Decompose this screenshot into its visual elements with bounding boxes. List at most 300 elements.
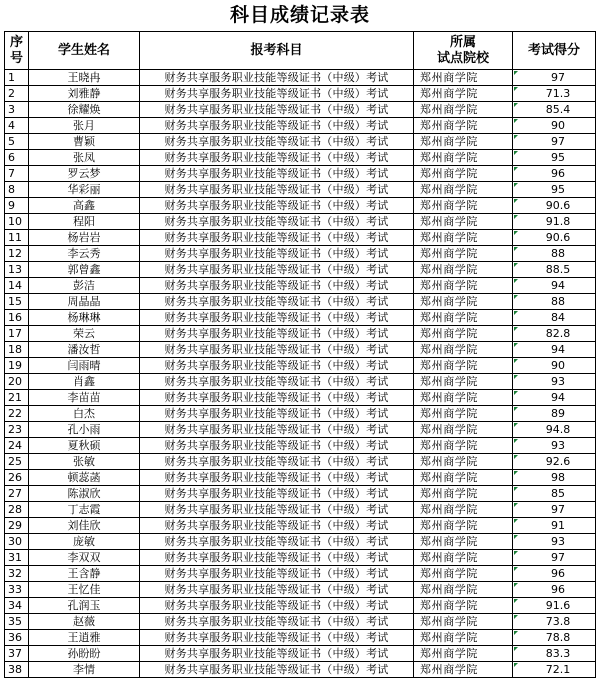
cell-seq[interactable]: 21 [5,390,29,406]
table-row [5,646,596,662]
score-value: 98 [551,471,565,484]
cell-school[interactable]: 郑州商学院 [414,150,513,166]
cell-subject[interactable]: 财务共享服务职业技能等级证书（中级）考试 [140,246,414,262]
cell-subject[interactable]: 财务共享服务职业技能等级证书（中级）考试 [140,198,414,214]
number-as-text-indicator-icon [514,455,518,459]
cell-score[interactable] [513,534,596,550]
cell-student-name[interactable]: 肖鑫 [29,374,140,390]
cell-seq[interactable]: 31 [5,550,29,566]
header-seq-line1: 序 [9,34,23,50]
cell-student-name[interactable]: 王晓冉 [29,70,140,86]
cell-student-name[interactable]: 刘佳欣 [29,518,140,534]
score-value: 78.8 [545,631,571,644]
cell-student-name[interactable]: 张月 [29,118,140,134]
cell-subject[interactable]: 财务共享服务职业技能等级证书（中级）考试 [140,630,414,646]
cell-student-name[interactable]: 罗云梦 [29,166,140,182]
number-as-text-indicator-icon [514,583,518,587]
cell-score[interactable] [513,70,596,86]
score-value: 95 [551,183,565,196]
table-row [5,502,596,518]
cell-student-name[interactable]: 白杰 [29,406,140,422]
cell-score[interactable] [513,358,596,374]
cell-seq[interactable]: 1 [5,70,29,86]
cell-score[interactable] [513,102,596,118]
cell-student-name[interactable]: 李情 [29,662,140,678]
cell-subject[interactable]: 财务共享服务职业技能等级证书（中级）考试 [140,406,414,422]
table-row [5,86,596,102]
cell-subject[interactable]: 财务共享服务职业技能等级证书（中级）考试 [140,646,414,662]
number-as-text-indicator-icon [514,279,518,283]
cell-student-name[interactable]: 李苗苗 [29,390,140,406]
cell-subject[interactable]: 财务共享服务职业技能等级证书（中级）考试 [140,390,414,406]
table-row [5,566,596,582]
cell-subject[interactable]: 财务共享服务职业技能等级证书（中级）考试 [140,310,414,326]
score-value: 83.3 [545,647,571,660]
cell-school[interactable]: 郑州商学院 [414,566,513,582]
table-row [5,230,596,246]
table-row [5,166,596,182]
cell-subject[interactable]: 财务共享服务职业技能等级证书（中级）考试 [140,486,414,502]
cell-subject[interactable]: 财务共享服务职业技能等级证书（中级）考试 [140,518,414,534]
cell-score[interactable] [513,502,596,518]
cell-school[interactable]: 郑州商学院 [414,342,513,358]
table-row [5,534,596,550]
cell-school[interactable]: 郑州商学院 [414,246,513,262]
cell-school[interactable]: 郑州商学院 [414,518,513,534]
cell-school[interactable]: 郑州商学院 [414,278,513,294]
cell-score[interactable] [513,166,596,182]
number-as-text-indicator-icon [514,503,518,507]
cell-school[interactable]: 郑州商学院 [414,326,513,342]
cell-subject[interactable]: 财务共享服务职业技能等级证书（中级）考试 [140,582,414,598]
cell-score[interactable] [513,614,596,630]
number-as-text-indicator-icon [514,71,518,75]
cell-school[interactable]: 郑州商学院 [414,390,513,406]
number-as-text-indicator-icon [514,183,518,187]
cell-seq[interactable]: 30 [5,534,29,550]
cell-score[interactable] [513,486,596,502]
cell-seq[interactable]: 36 [5,630,29,646]
cell-subject[interactable]: 财务共享服务职业技能等级证书（中级）考试 [140,358,414,374]
cell-seq[interactable]: 13 [5,262,29,278]
cell-score[interactable] [513,566,596,582]
cell-student-name[interactable]: 徐耀焕 [29,102,140,118]
cell-school[interactable]: 郑州商学院 [414,422,513,438]
cell-student-name[interactable]: 闫雨晴 [29,358,140,374]
table-row [5,518,596,534]
number-as-text-indicator-icon [514,199,518,203]
table-row [5,486,596,502]
cell-school[interactable]: 郑州商学院 [414,662,513,678]
cell-seq[interactable]: 38 [5,662,29,678]
table-row [5,454,596,470]
number-as-text-indicator-icon [514,375,518,379]
number-as-text-indicator-icon [514,295,518,299]
score-value: 72.1 [545,663,571,676]
cell-student-name[interactable]: 王逍雅 [29,630,140,646]
table-row [5,630,596,646]
cell-subject[interactable]: 财务共享服务职业技能等级证书（中级）考试 [140,502,414,518]
cell-seq[interactable]: 26 [5,470,29,486]
cell-score[interactable] [513,438,596,454]
cell-subject[interactable]: 财务共享服务职业技能等级证书（中级）考试 [140,534,414,550]
score-value: 95 [551,151,565,164]
number-as-text-indicator-icon [514,423,518,427]
number-as-text-indicator-icon [514,167,518,171]
cell-student-name[interactable]: 王含静 [29,566,140,582]
score-value: 88.5 [545,263,571,276]
score-value: 93 [551,439,565,452]
number-as-text-indicator-icon [514,487,518,491]
cell-seq[interactable]: 8 [5,182,29,198]
number-as-text-indicator-icon [514,407,518,411]
table-row [5,182,596,198]
number-as-text-indicator-icon [514,343,518,347]
cell-subject[interactable]: 财务共享服务职业技能等级证书（中级）考试 [140,150,414,166]
table-row [5,70,596,86]
cell-seq[interactable]: 25 [5,454,29,470]
cell-score[interactable] [513,182,596,198]
cell-seq[interactable]: 20 [5,374,29,390]
cell-school[interactable]: 郑州商学院 [414,550,513,566]
cell-school[interactable]: 郑州商学院 [414,486,513,502]
number-as-text-indicator-icon [514,519,518,523]
cell-seq[interactable]: 10 [5,214,29,230]
table-row [5,438,596,454]
score-value: 90.6 [545,199,571,212]
cell-school[interactable]: 郑州商学院 [414,118,513,134]
score-value: 97 [551,71,565,84]
cell-subject[interactable]: 财务共享服务职业技能等级证书（中级）考试 [140,550,414,566]
cell-subject[interactable]: 财务共享服务职业技能等级证书（中级）考试 [140,278,414,294]
cell-score[interactable] [513,518,596,534]
cell-student-name[interactable]: 荣云 [29,326,140,342]
cell-seq[interactable]: 6 [5,150,29,166]
score-value: 91 [551,519,565,532]
cell-score[interactable] [513,198,596,214]
cell-seq[interactable]: 35 [5,614,29,630]
cell-subject[interactable]: 财务共享服务职业技能等级证书（中级）考试 [140,422,414,438]
score-value: 91.8 [545,215,571,228]
cell-score[interactable] [513,262,596,278]
score-value: 89 [551,407,565,420]
cell-school[interactable]: 郑州商学院 [414,310,513,326]
cell-score[interactable] [513,550,596,566]
cell-score[interactable] [513,118,596,134]
cell-score[interactable] [513,598,596,614]
cell-school[interactable]: 郑州商学院 [414,182,513,198]
cell-seq[interactable]: 19 [5,358,29,374]
table-row [5,470,596,486]
score-value: 97 [551,503,565,516]
cell-subject[interactable]: 财务共享服务职业技能等级证书（中级）考试 [140,614,414,630]
cell-subject[interactable]: 财务共享服务职业技能等级证书（中级）考试 [140,342,414,358]
cell-score[interactable] [513,278,596,294]
number-as-text-indicator-icon [514,471,518,475]
cell-seq[interactable]: 22 [5,406,29,422]
header-name: 学生姓名 [29,32,140,70]
cell-student-name[interactable]: 张敏 [29,454,140,470]
number-as-text-indicator-icon [514,103,518,107]
cell-subject[interactable]: 财务共享服务职业技能等级证书（中级）考试 [140,166,414,182]
cell-subject[interactable]: 财务共享服务职业技能等级证书（中级）考试 [140,182,414,198]
cell-subject[interactable]: 财务共享服务职业技能等级证书（中级）考试 [140,294,414,310]
table-row [5,134,596,150]
number-as-text-indicator-icon [514,567,518,571]
score-value: 90 [551,359,565,372]
table-row [5,326,596,342]
cell-seq[interactable]: 2 [5,86,29,102]
cell-school[interactable]: 郑州商学院 [414,374,513,390]
cell-student-name[interactable]: 高鑫 [29,198,140,214]
score-value: 90.6 [545,231,571,244]
cell-score[interactable] [513,406,596,422]
sheet-title: 科目成绩记录表 [229,4,370,26]
cell-seq[interactable]: 12 [5,246,29,262]
cell-school[interactable]: 郑州商学院 [414,598,513,614]
cell-score[interactable] [513,294,596,310]
cell-student-name[interactable]: 丁志霞 [29,502,140,518]
cell-score[interactable] [513,454,596,470]
cell-seq[interactable]: 11 [5,230,29,246]
cell-score[interactable] [513,422,596,438]
cell-school[interactable]: 郑州商学院 [414,294,513,310]
cell-school[interactable]: 郑州商学院 [414,534,513,550]
cell-subject[interactable]: 财务共享服务职业技能等级证书（中级）考试 [140,134,414,150]
cell-student-name[interactable]: 潘汝哲 [29,342,140,358]
score-value: 97 [551,551,565,564]
table-row [5,102,596,118]
cell-student-name[interactable]: 孙盼盼 [29,646,140,662]
cell-seq[interactable]: 15 [5,294,29,310]
table-row [5,614,596,630]
header-row [5,32,596,70]
cell-score[interactable] [513,662,596,678]
table-row [5,598,596,614]
number-as-text-indicator-icon [514,311,518,315]
cell-subject[interactable]: 财务共享服务职业技能等级证书（中级）考试 [140,214,414,230]
cell-student-name[interactable]: 李云秀 [29,246,140,262]
cell-school[interactable]: 郑州商学院 [414,86,513,102]
cell-student-name[interactable]: 程阳 [29,214,140,230]
cell-student-name[interactable]: 陈淑欣 [29,486,140,502]
cell-student-name[interactable]: 顿蕊菡 [29,470,140,486]
cell-score[interactable] [513,646,596,662]
table-row [5,342,596,358]
table-row [5,374,596,390]
cell-subject[interactable]: 财务共享服务职业技能等级证书（中级）考试 [140,86,414,102]
cell-score[interactable] [513,630,596,646]
cell-seq[interactable]: 16 [5,310,29,326]
cell-seq[interactable]: 3 [5,102,29,118]
cell-seq[interactable]: 37 [5,646,29,662]
number-as-text-indicator-icon [514,599,518,603]
cell-student-name[interactable]: 庞敏 [29,534,140,550]
number-as-text-indicator-icon [514,663,518,667]
score-value: 82.8 [545,327,571,340]
cell-seq[interactable]: 4 [5,118,29,134]
cell-score[interactable] [513,390,596,406]
cell-seq[interactable]: 32 [5,566,29,582]
score-value: 93 [551,375,565,388]
cell-student-name[interactable]: 杨琳琳 [29,310,140,326]
cell-school[interactable]: 郑州商学院 [414,582,513,598]
cell-score[interactable] [513,310,596,326]
cell-student-name[interactable]: 曹颖 [29,134,140,150]
cell-student-name[interactable]: 郭曾鑫 [29,262,140,278]
header-seq [5,32,29,70]
number-as-text-indicator-icon [514,247,518,251]
cell-school[interactable]: 郑州商学院 [414,438,513,454]
table-row [5,150,596,166]
score-value: 93 [551,535,565,548]
table-row [5,358,596,374]
score-value: 73.8 [545,615,571,628]
table-row [5,118,596,134]
header-subject: 报考科目 [140,32,414,70]
cell-school[interactable]: 郑州商学院 [414,470,513,486]
cell-subject[interactable]: 财务共享服务职业技能等级证书（中级）考试 [140,102,414,118]
score-value: 97 [551,135,565,148]
cell-score[interactable] [513,374,596,390]
cell-student-name[interactable]: 杨岩岩 [29,230,140,246]
cell-score[interactable] [513,246,596,262]
score-value: 91.6 [545,599,571,612]
number-as-text-indicator-icon [514,647,518,651]
cell-subject[interactable]: 财务共享服务职业技能等级证书（中级）考试 [140,438,414,454]
cell-seq[interactable]: 18 [5,342,29,358]
cell-score[interactable] [513,134,596,150]
cell-seq[interactable]: 29 [5,518,29,534]
cell-subject[interactable]: 财务共享服务职业技能等级证书（中级）考试 [140,70,414,86]
cell-school[interactable]: 郑州商学院 [414,358,513,374]
score-value: 94.8 [545,423,571,436]
header-school-line2: 试点院校 [436,50,489,66]
cell-score[interactable] [513,470,596,486]
number-as-text-indicator-icon [514,135,518,139]
number-as-text-indicator-icon [514,631,518,635]
cell-school[interactable]: 郑州商学院 [414,502,513,518]
score-value: 71.3 [545,87,571,100]
cell-subject[interactable]: 财务共享服务职业技能等级证书（中级）考试 [140,662,414,678]
cell-student-name[interactable]: 张凤 [29,150,140,166]
table-row [5,390,596,406]
cell-seq[interactable]: 23 [5,422,29,438]
cell-student-name[interactable]: 夏秋硕 [29,438,140,454]
table-row [5,262,596,278]
cell-subject[interactable]: 财务共享服务职业技能等级证书（中级）考试 [140,230,414,246]
number-as-text-indicator-icon [514,551,518,555]
cell-student-name[interactable]: 李双双 [29,550,140,566]
cell-score[interactable] [513,86,596,102]
cell-student-name[interactable]: 彭洁 [29,278,140,294]
table-row [5,550,596,566]
table-row [5,214,596,230]
cell-student-name[interactable]: 王忆佳 [29,582,140,598]
cell-subject[interactable]: 财务共享服务职业技能等级证书（中级）考试 [140,118,414,134]
cell-school[interactable]: 郑州商学院 [414,406,513,422]
cell-score[interactable] [513,230,596,246]
cell-seq[interactable]: 7 [5,166,29,182]
cell-school[interactable]: 郑州商学院 [414,214,513,230]
cell-student-name[interactable]: 孔润玉 [29,598,140,614]
cell-score[interactable] [513,582,596,598]
cell-subject[interactable]: 财务共享服务职业技能等级证书（中级）考试 [140,326,414,342]
score-value: 96 [551,567,565,580]
cell-school[interactable]: 郑州商学院 [414,262,513,278]
cell-student-name[interactable]: 孔小雨 [29,422,140,438]
cell-subject[interactable]: 财务共享服务职业技能等级证书（中级）考试 [140,374,414,390]
cell-school[interactable]: 郑州商学院 [414,134,513,150]
score-value: 94 [551,343,565,356]
cell-school[interactable]: 郑州商学院 [414,454,513,470]
score-value: 94 [551,391,565,404]
number-as-text-indicator-icon [514,439,518,443]
score-value: 85.4 [545,103,571,116]
cell-subject[interactable]: 财务共享服务职业技能等级证书（中级）考试 [140,262,414,278]
cell-school[interactable]: 郑州商学院 [414,630,513,646]
table-row [5,406,596,422]
cell-subject[interactable]: 财务共享服务职业技能等级证书（中级）考试 [140,470,414,486]
number-as-text-indicator-icon [514,615,518,619]
cell-score[interactable] [513,342,596,358]
cell-seq[interactable]: 17 [5,326,29,342]
cell-seq[interactable]: 24 [5,438,29,454]
score-value: 96 [551,583,565,596]
cell-school[interactable]: 郑州商学院 [414,166,513,182]
number-as-text-indicator-icon [514,327,518,331]
cell-score[interactable] [513,214,596,230]
number-as-text-indicator-icon [514,359,518,363]
header-school [414,32,513,70]
cell-seq[interactable]: 33 [5,582,29,598]
score-value: 90 [551,119,565,132]
cell-student-name[interactable]: 赵薇 [29,614,140,630]
cell-seq[interactable]: 5 [5,134,29,150]
table-row [5,662,596,678]
cell-seq[interactable]: 9 [5,198,29,214]
cell-student-name[interactable]: 刘雅静 [29,86,140,102]
table-row [5,294,596,310]
cell-seq[interactable]: 28 [5,502,29,518]
score-value: 94 [551,279,565,292]
cell-score[interactable] [513,150,596,166]
cell-school[interactable]: 郑州商学院 [414,230,513,246]
cell-student-name[interactable]: 华彩丽 [29,182,140,198]
cell-subject[interactable]: 财务共享服务职业技能等级证书（中级）考试 [140,566,414,582]
table-row [5,310,596,326]
cell-subject[interactable]: 财务共享服务职业技能等级证书（中级）考试 [140,454,414,470]
score-value: 85 [551,487,565,500]
number-as-text-indicator-icon [514,263,518,267]
header-school-line1: 所属 [449,34,476,50]
cell-school[interactable]: 郑州商学院 [414,102,513,118]
table-row [5,198,596,214]
cell-school[interactable]: 郑州商学院 [414,70,513,86]
cell-score[interactable] [513,326,596,342]
number-as-text-indicator-icon [514,151,518,155]
table-row [5,582,596,598]
cell-seq[interactable]: 14 [5,278,29,294]
cell-seq[interactable]: 27 [5,486,29,502]
cell-seq[interactable]: 34 [5,598,29,614]
cell-subject[interactable]: 财务共享服务职业技能等级证书（中级）考试 [140,598,414,614]
score-value: 92.6 [545,455,571,468]
cell-school[interactable]: 郑州商学院 [414,198,513,214]
cell-school[interactable]: 郑州商学院 [414,614,513,630]
cell-school[interactable]: 郑州商学院 [414,646,513,662]
cell-student-name[interactable]: 周晶晶 [29,294,140,310]
